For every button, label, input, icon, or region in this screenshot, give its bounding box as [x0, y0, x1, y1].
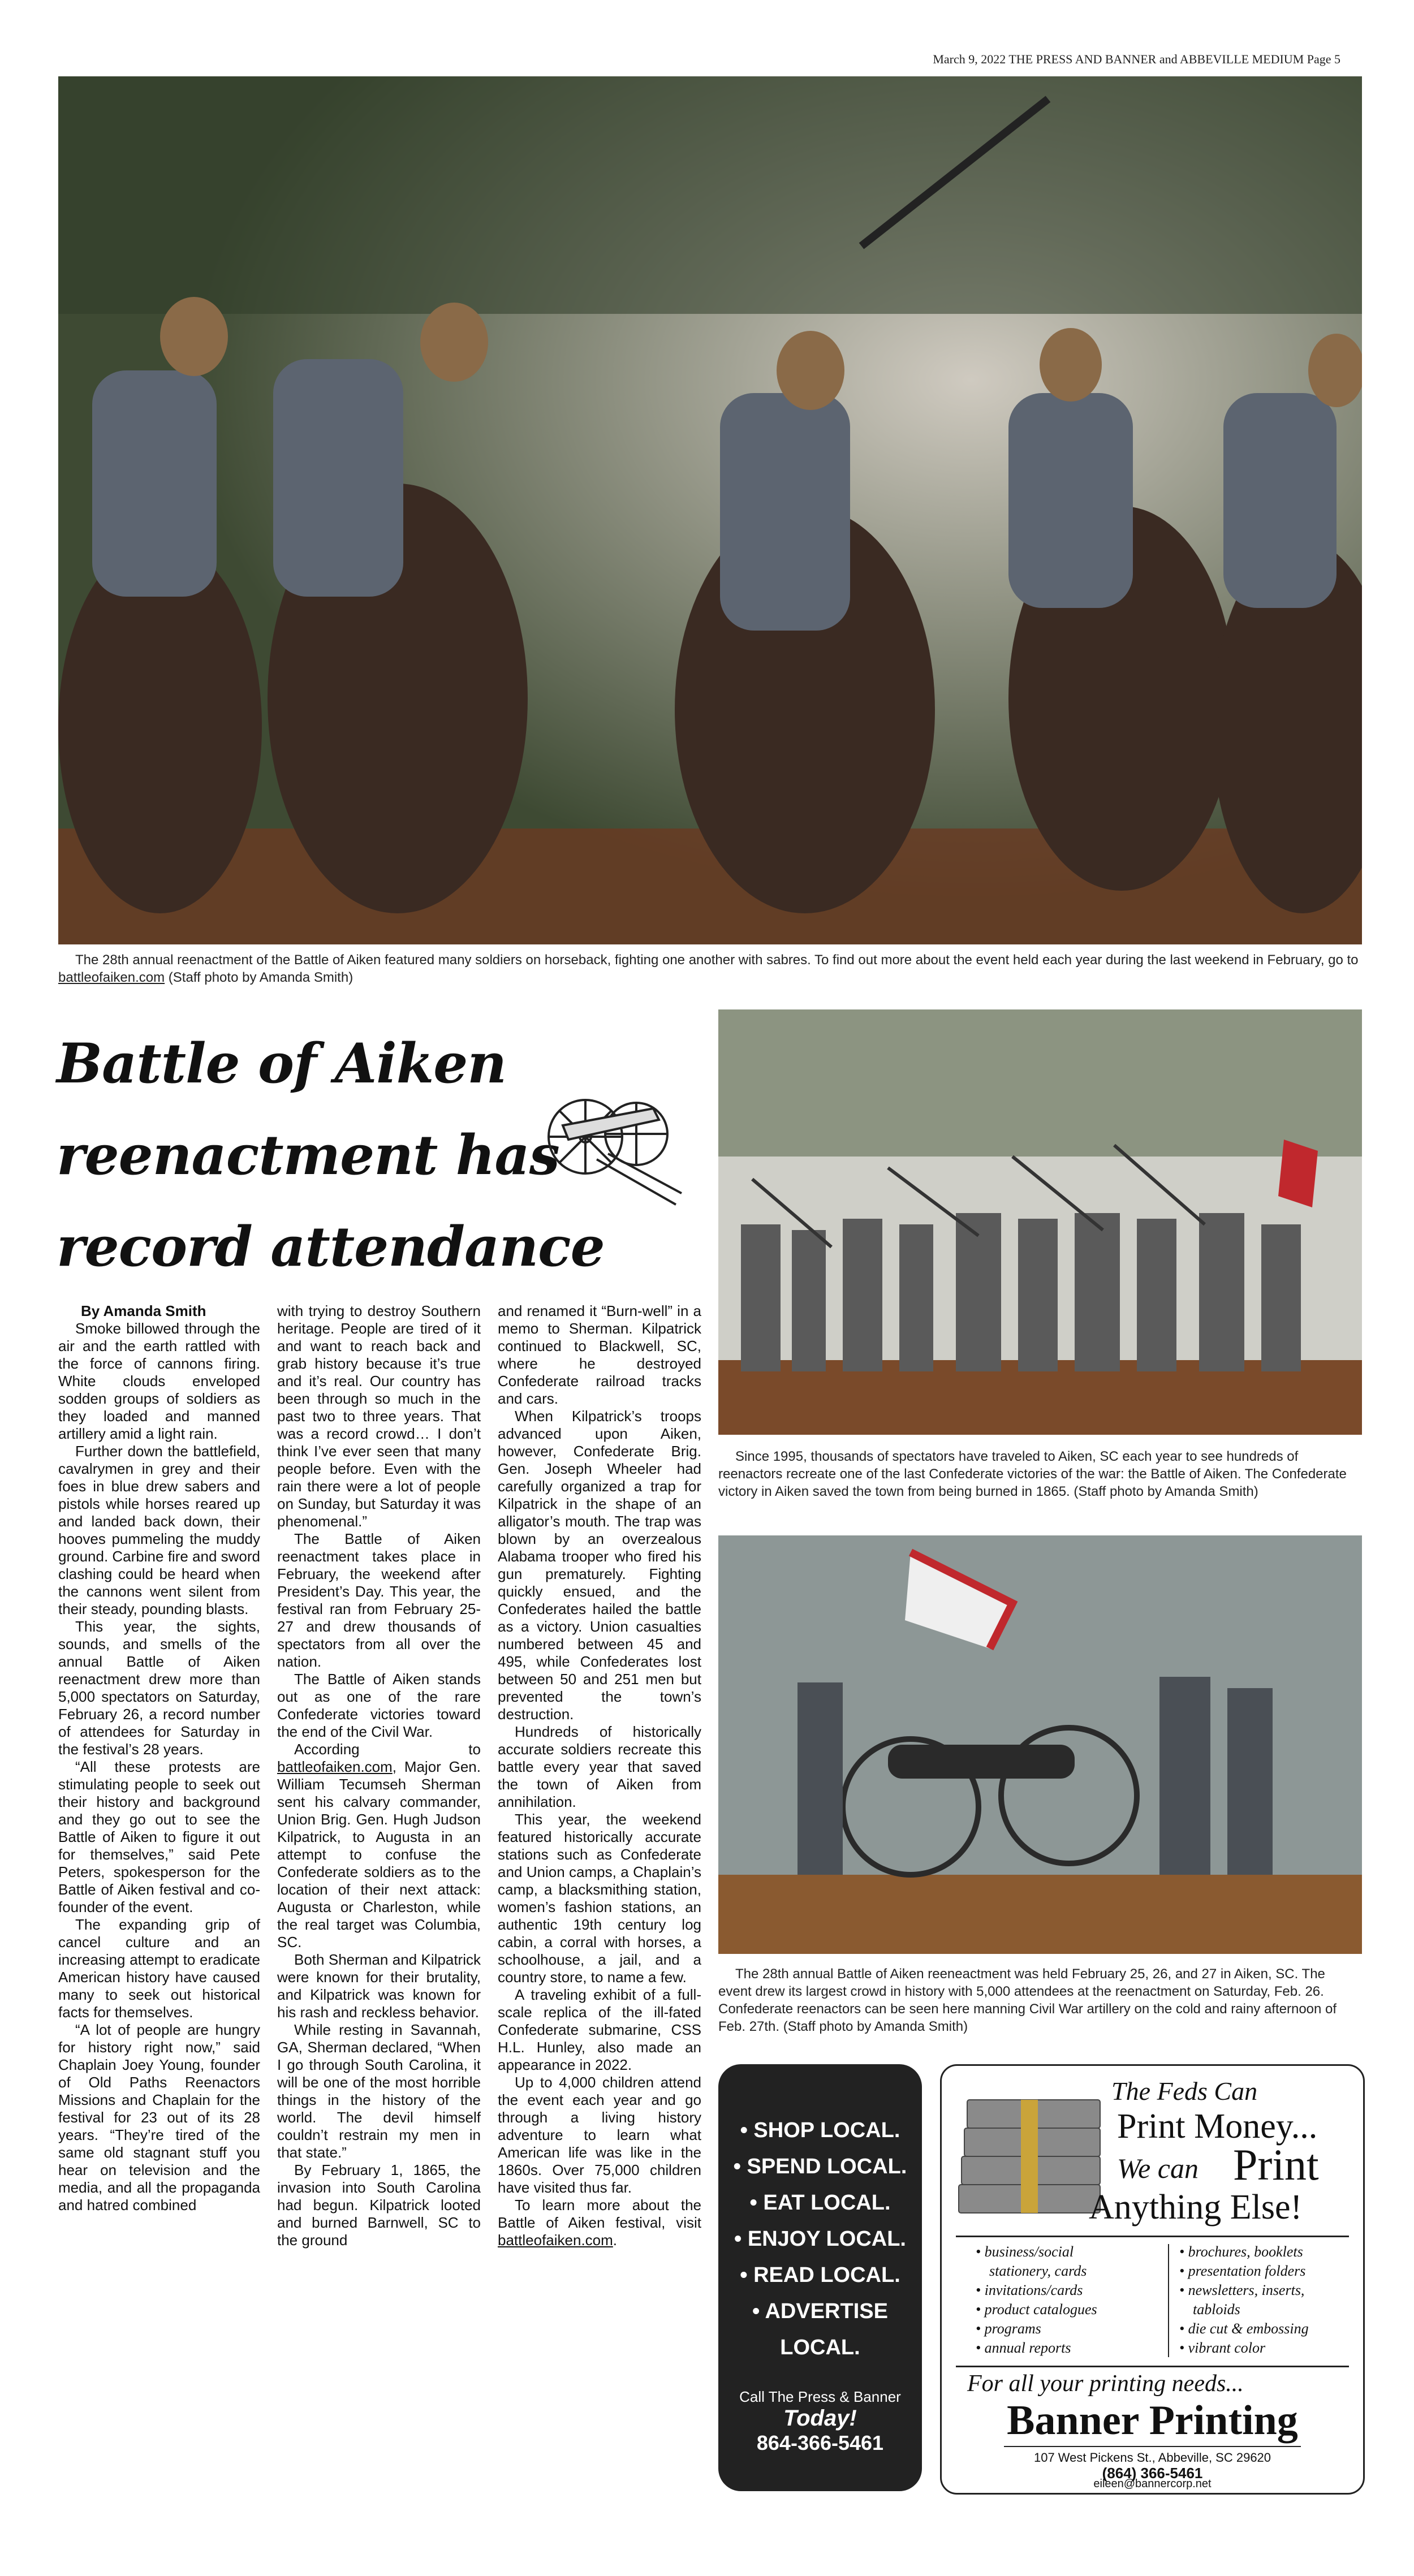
paragraph: and renamed it “Burn-well” in a memo to Sherman. Kilpatrick continued to Blackwell, SC, where he destroyed Confederate railroad tracks and cars.	[498, 1302, 701, 1407]
top-photo-caption: The 28th annual reenactment of the Battle of Aiken featured many soldiers on horseback, fighting one another with sabres. To find out more about the event held each year during the last weekend in February, go to battleofaiken.com (Staff photo by Amanda Smith)	[58, 952, 1359, 985]
ad-phone[interactable]: (864) 366-5461	[1102, 2465, 1203, 2482]
infantry-photo-caption: Since 1995, thousands of spectators have traveled to Aiken, SC each year to see hundreds of reenactors recreate one of the last Confederate victories of the war: the Battle of Aiken. The Confederate victory in Aiken saved the town from being burned in 1865. (Staff photo by Amanda Smith)	[718, 1449, 1347, 1499]
article-headline	[57, 1018, 605, 1293]
list-item: • brochures, booklets	[1179, 2243, 1303, 2260]
battleofaiken-link[interactable]: battleofaiken.com	[58, 970, 165, 985]
paragraph: According to battleofaiken.com, Major Gen. William Tecumseh Sherman sent his calvary commander, Union Brig. Gen. Hugh Judson Kilpatrick, to Augusta in an attempt to confuse the Confederate soldiers as to the location of their next attack: Augusta or Charleston, while the real target was Columbia, SC.	[277, 1741, 481, 1951]
services-list-left	[976, 2242, 1097, 2358]
paragraph: Further down the battlefield, cavalrymen in grey and their foes in blue drew sabers and pistols while horses reared up and landed back down, their hooves pummeling the muddy ground. Carbine fire and sword clashing could be heard when the cannons went silent from their steady, pounding blasts.	[58, 1443, 260, 1617]
paragraph: The Battle of Aiken stands out as one of the rare Confederate victories toward the end of the Civil War.	[277, 1671, 481, 1740]
ad-line: • ENJOY LOCAL.	[734, 2227, 906, 2251]
ad-brand: Banner Printing	[1007, 2397, 1298, 2444]
ad-line: • EAT LOCAL.	[749, 2191, 891, 2215]
byline: By Amanda Smith	[81, 1302, 206, 1319]
page-header: March 9, 2022 THE PRESS AND BANNER and ABBEVILLE MEDIUM Page 5	[933, 52, 1340, 66]
list-item: • newsletters, inserts,	[1179, 2282, 1305, 2298]
paragraph: When Kilpatrick’s troops advanced upon Aiken, however, Confederate Brig. Gen. Joseph Wheeler had carefully organized a trap for Kilpatrick in the shape of an alligator’s mouth. The trap was blown by an overzealous Alabama trooper who fired his gun prematurely. Fighting quickly ensued, and the Confederates hailed the battle as a victory. Union casualties numbered between 45 and 495, while Confederates lost between 50 and 251 men but prevented the town’s destruction.	[498, 1408, 701, 1723]
paragraph: While resting in Savannah, GA, Sherman declared, “When I go through South Carolina, it will be one of the most horrible things in the history of the world. The devil himself couldn’t restrain my men in that state.”	[277, 2021, 481, 2161]
ad-line: • SPEND LOCAL.	[733, 2155, 907, 2178]
paragraph: Both Sherman and Kilpatrick were known for their brutality, and Kilpatrick was known for his rash and reckless behavior.	[277, 1951, 481, 2021]
paragraph: Smoke billowed through the air and the earth rattled with the force of cannons firing. White clouds enveloped sodden groups of soldiers as they loaded and manned artillery amid a light rain.	[58, 1320, 260, 1442]
paragraph: with trying to destroy Southern heritage. People are tired of it and want to reach back and grab history because it’s true and it’s real. Our country has been through so much in the past two to three years. That was a record crowd… I don’t think I’ve ever seen that many people before. Even with the rain there were a lot of people on Sunday, but Saturday it was phenomenal.”	[277, 1302, 481, 1530]
battleofaiken-link[interactable]: battleofaiken.com	[277, 1758, 393, 1775]
paragraph: A traveling exhibit of a full-scale replica of the ill-fated Confederate submarine, CSS H.L. Hunley, also made an appearance in 2022.	[498, 1986, 701, 2073]
ad-we-can-line: We can	[1117, 2152, 1199, 2184]
banner-printing-ad	[940, 2064, 1365, 2495]
list-item: • business/social	[976, 2243, 1074, 2260]
ad-phone[interactable]: 864-366-5461	[756, 2431, 884, 2454]
list-item: stationery, cards	[989, 2263, 1087, 2279]
article-column-2	[277, 1302, 481, 2249]
paragraph: “All these protests are stimulating people to seek out their history and background and they go out to see the Battle of Aiken to figure it out for themselves,” said Pete Peters, spokesperson for the Battle of Aiken festival and co-founder of the event.	[58, 1758, 260, 1915]
artillery-photo	[718, 1535, 1362, 1954]
ad-print-line: Print	[1233, 2140, 1319, 2189]
paragraph: Hundreds of historically accurate soldiers recreate this battle every year that saved the town of Aiken from annihilation.	[498, 1723, 701, 1810]
paragraph: Up to 4,000 children attend the event each year and go through a living history adventure to learn what American life was like in the 1860s. Over 75,000 children have visited thus far.	[498, 2074, 701, 2196]
paragraph: “A lot of people are hungry for history right now,” said Chaplain Joey Young, founder of Old Paths Reenactors Missions and Chaplain for the festival for 23 out of its 28 years. “They’re tired of the same old stagnant stuff you hear on television and the media, and all the propaganda and hatred combined	[58, 2021, 260, 2213]
list-item: tabloids	[1193, 2301, 1240, 2318]
paragraph: The Battle of Aiken reenactment takes place in February, the weekend after President’s Day. This year, the festival ran from February 25-27 and drew thousands of spectators from all over the nation.	[277, 1530, 481, 1670]
list-item: • vibrant color	[1179, 2340, 1266, 2356]
ad-line: LOCAL.	[780, 2336, 860, 2359]
paragraph: To learn more about the Battle of Aiken festival, visit battleofaiken.com.	[498, 2197, 701, 2249]
ad-today-text: Today!	[783, 2406, 857, 2431]
battleofaiken-link[interactable]: battleofaiken.com	[498, 2232, 613, 2249]
list-item: • presentation folders	[1179, 2263, 1306, 2279]
headline-line-2: reenactment has	[57, 1123, 559, 1187]
ad-feds-line: The Feds Can	[1111, 2077, 1258, 2105]
artillery-photo-caption: The 28th annual Battle of Aiken reeneactment was held February 25, 26, and 27 in Aiken, SC. The event drew its largest crowd in history with 5,000 attendees at the reenactment on Saturday, Feb. 26. Confederate reenactors can be seen here manning Civil War artillery on the cold and rainy afternoon of Feb. 27th. (Staff photo by Amanda Smith)	[718, 1966, 1337, 2034]
paragraph: This year, the weekend featured historically accurate stations such as Confederate and Union camps, a Chaplain’s camp, a blacksmithing station, women’s fashion stations, an authentic 19th century log cabin, a corral with horses, a schoolhouse, a jail, and a country store, to name a few.	[498, 1811, 701, 1986]
ad-address: 107 West Pickens St., Abbeville, SC 29620	[1033, 2450, 1271, 2465]
paragraph: By February 1, 1865, the invasion into South Carolina had begun. Kilpatrick looted and burned Barnwell, SC to the ground	[277, 2161, 481, 2249]
cannon-illustration	[540, 1075, 687, 1216]
paragraph: The expanding grip of cancel culture and an increasing attempt to eradicate American history have caused many to seek out historical facts for themselves.	[58, 1916, 260, 2021]
ad-print-money-line: Print Money...	[1117, 2107, 1318, 2146]
infantry-photo	[718, 1009, 1362, 1435]
ad-call-text: Call The Press & Banner	[739, 2388, 901, 2405]
article-column-3	[498, 1302, 701, 2249]
list-item: • programs	[976, 2320, 1041, 2337]
shop-local-ad	[718, 2064, 922, 2491]
ad-line: • ADVERTISE	[752, 2299, 888, 2323]
ad-rule	[956, 2366, 1349, 2367]
headline-line-1: Battle of Aiken	[57, 1032, 507, 1095]
paragraph: This year, the sights, sounds, and smells of the annual Battle of Aiken reenactment drew more than 5,000 spectators on Saturday, February 26, a record number of attendees for Saturday in the festival’s 28 years.	[58, 1618, 260, 1758]
ad-anything-line: Anything Else!	[1089, 2188, 1303, 2227]
list-item: • product catalogues	[976, 2301, 1097, 2318]
ad-email[interactable]: eileen@bannercorp.net	[1093, 2478, 1212, 2490]
cavalry-photo	[58, 76, 1362, 944]
ad-line: • SHOP LOCAL.	[740, 2118, 900, 2142]
services-list-right	[1179, 2242, 1309, 2358]
ad-rule	[956, 2236, 1349, 2237]
ad-line: • READ LOCAL.	[740, 2263, 900, 2287]
list-divider	[1168, 2244, 1169, 2357]
list-item: • invitations/cards	[976, 2282, 1083, 2298]
list-item: • annual reports	[976, 2340, 1071, 2356]
money-stack-icon	[953, 2089, 1106, 2224]
headline-line-3: record attendance	[57, 1215, 605, 1279]
ad-tagline: For all your printing needs...	[967, 2371, 1244, 2397]
list-item: • die cut & embossing	[1179, 2320, 1309, 2337]
article-column-1	[58, 1302, 260, 2214]
ad-rule	[1004, 2446, 1301, 2447]
